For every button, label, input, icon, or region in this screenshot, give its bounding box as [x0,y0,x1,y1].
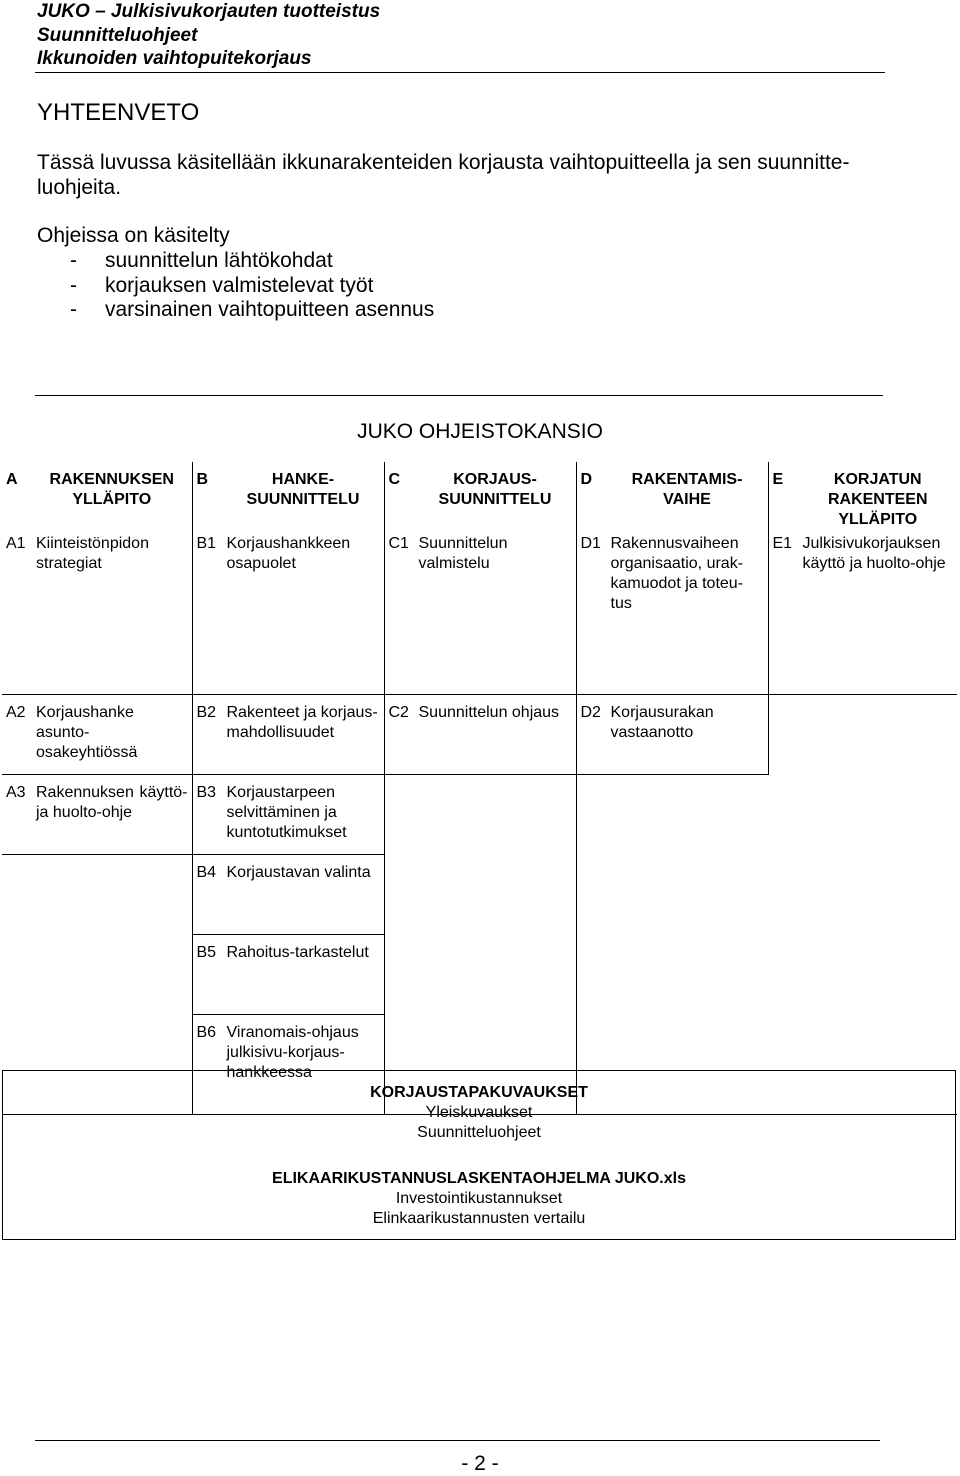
summary-para1-line2: luohjeita. [37,176,122,199]
bullet-mark: - [70,249,77,272]
bullet-mark: - [70,274,77,297]
item-label: Korjaustavan valinta [226,863,371,881]
item-label: Korjaushankkeen osapuolet [226,535,351,572]
item-code: A1 [6,535,26,552]
bullet-item: varsinainen vaihtopuitteen asennus [105,298,435,321]
item-label: Viranomais-ohjaus julkisivu-korjaus-hankkeessa [226,1023,359,1081]
col-code: E [772,471,784,488]
col-code: A [6,471,18,488]
item-code: A2 [6,703,26,721]
col-header: RAKENTAMIS- VAIHE [631,471,743,508]
summary-title: YHTEENVETO [37,99,200,126]
col-code: D [580,471,593,488]
box-title-2: ELIKAARIKUSTANNUSLASKENTAOHJELMA JUKO.xls [272,1170,686,1187]
col-code: C [388,471,401,488]
bullet-item: korjauksen valmistelevat työt [105,274,374,297]
item-code: A3 [6,783,26,801]
item-label: Korjaustarpeen selvittäminen ja kuntotutkimukset [226,783,347,841]
item-code: B6 [196,1023,217,1041]
box-item: Yleiskuvaukset [425,1104,533,1121]
item-code: D1 [580,535,601,552]
item-code: B2 [196,703,217,721]
table-row [2,694,957,774]
item-code: C1 [388,535,409,552]
item-label: Julkisivukorjauksen käyttö ja huolto-ohje [802,535,946,572]
box-item: Investointikustannukset [395,1190,563,1207]
ohjeistokansio-table [2,462,957,1115]
box-title-1: KORJAUSTAPAKUVAUKSET [370,1084,588,1101]
col-header: HANKE- SUUNNITTELU [246,471,360,508]
item-code: B5 [196,943,217,961]
item-label: Rakennuksen käyttö- ja huolto-ohje [36,783,188,821]
item-code: E1 [772,535,793,552]
header-rule [35,72,885,73]
related-materials-box [2,1070,956,1240]
bullet-item: suunnittelun lähtökohdat [105,249,333,272]
item-label: Suunnittelun valmistelu [418,535,508,572]
table-title: JUKO OHJEISTOKANSIO [357,420,603,443]
table-header-row [2,462,957,534]
table-row [2,854,957,934]
header-topic: Ikkunoiden vaihtopuitekorjaus [37,48,312,69]
col-code: B [196,471,209,488]
item-label: Rakenteet ja korjaus-mahdollisuudet [226,703,378,741]
item-label: Korjaushanke asunto-osakeyhtiössä [36,703,138,761]
item-code: D2 [580,703,601,721]
box-item: Suunnitteluohjeet [417,1124,541,1141]
item-code: B4 [196,863,217,881]
page-number: - 2 - [461,1452,499,1475]
item-label: Rakennusvaiheen organisaatio, urak-kamuodot ja toteu-tus [610,535,744,612]
bullet-mark: - [70,298,77,321]
item-code: B1 [196,535,217,552]
col-header: RAKENNUKSEN YLLÄPITO [49,471,174,508]
col-header: KORJAUS- SUUNNITTELU [438,471,552,508]
item-label: Kiinteistönpidon strategiat [36,535,149,572]
header-subtitle: Suunnitteluohjeet [37,25,198,46]
table-row [2,934,957,1014]
summary-para1-line1: Tässä luvussa käsitellään ikkunarakenteiden korjausta vaihtopuitteella ja sen suunnitte- [37,151,850,174]
item-label: Korjausurakan vastaanotto [610,703,714,741]
header-title: JUKO – Julkisivukorjauten tuotteistus [37,1,381,22]
table-row [2,774,957,854]
item-label: Rahoitus-tarkastelut [226,943,369,961]
item-code: B3 [196,783,217,801]
item-code: C2 [388,703,409,721]
col-header: KORJATUN RAKENTEEN YLLÄPITO [827,471,928,528]
item-label: Suunnittelun ohjaus [418,703,560,721]
summary-para2: Ohjeissa on käsitelty [37,224,230,247]
box-item: Elinkaarikustannusten vertailu [372,1210,586,1227]
table-top-rule [35,395,883,396]
table-row [2,534,957,694]
footer-rule [35,1440,880,1441]
